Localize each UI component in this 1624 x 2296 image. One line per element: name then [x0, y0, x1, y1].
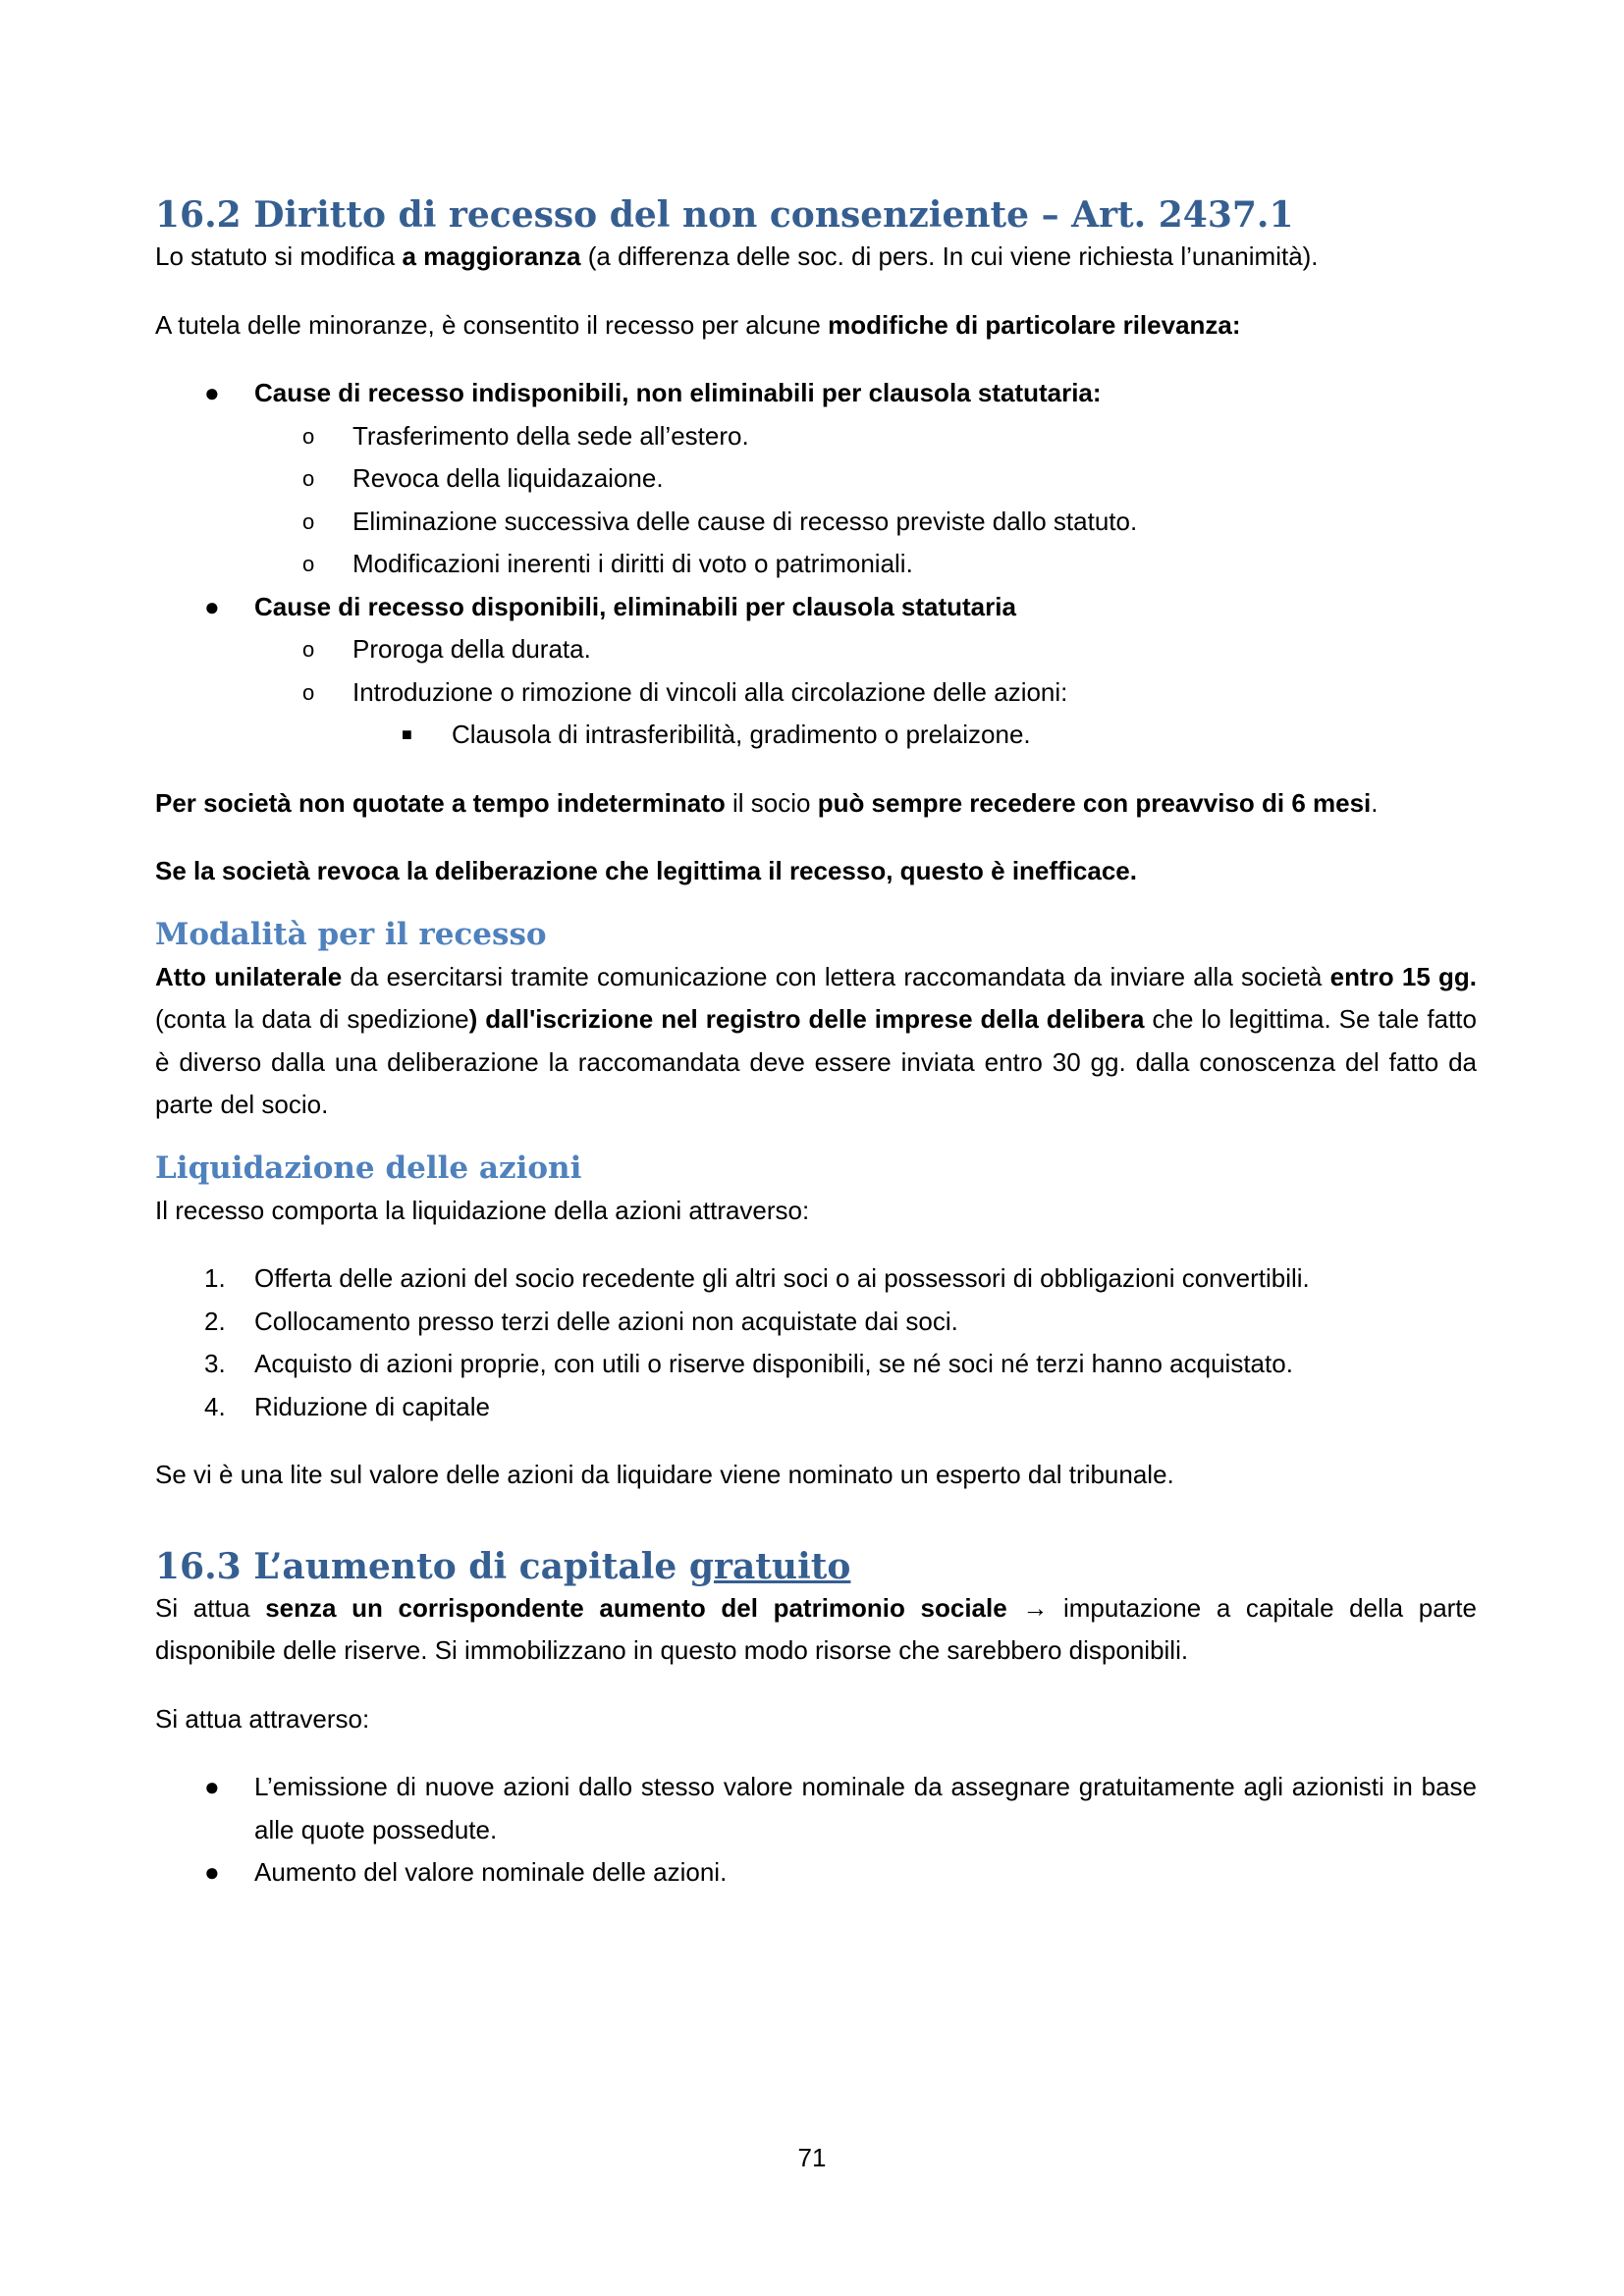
text-run: Si attua — [155, 1592, 266, 1623]
sublist-item — [155, 457, 1477, 501]
sublist-item — [155, 671, 1477, 715]
item-number: 3. — [204, 1349, 226, 1378]
list-item — [155, 1851, 1477, 1895]
list-item-text: Aumento del valore nominale delle azioni. — [254, 1857, 728, 1887]
sublist-item-text: Trasferimento della sede all’estero. — [352, 420, 749, 451]
page-content — [155, 192, 1477, 1895]
numbered-item — [155, 1301, 1477, 1344]
subheading-modalita: Modalità per il recesso — [155, 916, 547, 952]
sublist-item — [155, 501, 1477, 544]
list-item-label: Cause di recesso indisponibili, non eliminabili per clausola statutaria: — [254, 378, 1102, 407]
sublist-item-text: Introduzione o rimozione di vincoli alla circolazione delle azioni: — [352, 676, 1068, 707]
sublist-item-text: Eliminazione successiva delle cause di recesso previste dallo statuto. — [352, 506, 1138, 536]
bold-run: può sempre recedere con preavviso di 6 mesi — [817, 787, 1372, 818]
paragraph-attraverso: Si attua attraverso: — [155, 1703, 370, 1734]
page-number: 71 — [797, 2143, 827, 2172]
heading-run: 16.3 L’aumento di capitale — [155, 1545, 689, 1587]
text-run: A tutela delle minoranze, è consentito il recesso per alcune — [155, 309, 829, 340]
numbered-item — [155, 1386, 1477, 1429]
bold-run: Atto unilaterale — [155, 961, 343, 991]
circle-bullet-icon: o — [302, 466, 315, 491]
bullet-list-aumento — [155, 1766, 1477, 1895]
text-run: il socio — [725, 787, 818, 818]
bold-run: a maggioranza — [402, 241, 581, 271]
section-heading-16-2: 16.2 Diritto di recesso del non consenziente – Art. 2437.1 — [155, 194, 1294, 236]
item-number: 1. — [204, 1263, 226, 1293]
numbered-item-text: Offerta delle azioni del socio recedente gli altri soci o ai possessori di obbligazioni convertibili. — [254, 1263, 1310, 1293]
list-item — [155, 586, 1477, 629]
subheading-liquidazione: Liquidazione delle azioni — [155, 1149, 582, 1186]
sublist-item-text: Proroga della durata. — [352, 634, 591, 664]
section-heading-16-3 — [155, 1544, 1477, 1589]
bullet-icon: ● — [204, 591, 220, 621]
numbered-list-liquidazione — [155, 1257, 1477, 1428]
numbered-item-text: Riduzione di capitale — [254, 1391, 490, 1421]
paragraph-revoca — [155, 850, 1477, 893]
text-run: Lo statuto si modifica — [155, 241, 403, 271]
bold-run: modifiche di particolare rilevanza: — [828, 309, 1241, 340]
circle-bullet-icon: o — [302, 423, 315, 449]
paragraph-preavviso — [155, 782, 1477, 826]
paragraph-statuto — [155, 236, 1477, 279]
bold-run: entro 15 gg. — [1329, 961, 1477, 991]
item-number: 4. — [204, 1391, 226, 1421]
paragraph-liquidazione-intro: Il recesso comporta la liquidazione della azioni attraverso: — [155, 1195, 810, 1225]
text-run: (conta la data di spedizione — [155, 1004, 469, 1034]
list-item — [155, 1766, 1477, 1851]
list-item-text: L’emissione di nuove azioni dallo stesso valore nominale da assegnare gratuitamente agli azionisti in base alle quote possedute. — [254, 1772, 1477, 1844]
bullet-icon: ● — [204, 1857, 220, 1887]
heading-underlined-run: gratuito — [688, 1545, 851, 1587]
list-item-label: Cause di recesso disponibili, eliminabili per clausola statutaria — [254, 591, 1016, 621]
text-run: (a differenza delle soc. di pers. In cui viene richiesta l’unanimità). — [580, 241, 1319, 271]
numbered-item — [155, 1257, 1477, 1301]
text-run: da esercitarsi tramite comunicazione con lettera raccomandata da inviare alla società — [342, 961, 1330, 991]
paragraph-modalita — [155, 956, 1477, 1127]
text-run: → imputazione a capitale della parte disponibile delle riserve. Si immobilizzano in questo modo risorse che sarebbero disponibili. — [155, 1592, 1477, 1665]
bullet-icon: ● — [204, 1772, 220, 1801]
circle-bullet-icon: o — [302, 637, 315, 662]
paragraph-tutela — [155, 304, 1477, 347]
numbered-item-text: Acquisto di azioni proprie, con utili o riserve disponibili, se né soci né terzi hanno acquistato. — [254, 1349, 1293, 1378]
circle-bullet-icon: o — [302, 508, 315, 534]
bold-run: senza un corrispondente aumento del patrimonio sociale — [265, 1592, 1007, 1623]
item-number: 2. — [204, 1306, 226, 1336]
subsublist-item — [155, 714, 1477, 757]
sublist-item — [155, 543, 1477, 586]
numbered-item — [155, 1343, 1477, 1386]
circle-bullet-icon: o — [302, 552, 315, 576]
text-run: . — [1371, 787, 1379, 818]
circle-bullet-icon: o — [302, 679, 315, 705]
bullet-icon: ● — [204, 378, 220, 407]
sublist-item — [155, 628, 1477, 671]
text-run: che lo legittima. Se tale fatto è diverso dalla una deliberazione la raccomandata deve essere inviata entro 30 gg. dalla conoscenza del fatto da parte del socio. — [155, 1004, 1477, 1119]
bullet-list-cause — [155, 372, 1477, 757]
bold-run: Per società non quotate a tempo indeterminato — [155, 787, 726, 818]
bold-run: ) dall'iscrizione nel registro delle imprese della delibera — [468, 1004, 1145, 1034]
sublist-item-text: Revoca della liquidazaione. — [352, 463, 664, 493]
square-bullet-icon: ■ — [402, 724, 412, 744]
numbered-item-text: Collocamento presso terzi delle azioni non acquistate dai soci. — [254, 1306, 958, 1336]
list-item — [155, 372, 1477, 415]
paragraph-lite: Se vi è una lite sul valore delle azioni da liquidare viene nominato un esperto dal tribunale. — [155, 1460, 1174, 1489]
paragraph-aumento — [155, 1587, 1477, 1673]
bold-run: Se la società revoca la deliberazione che legittima il recesso, questo è inefficace. — [155, 856, 1137, 885]
sublist-item — [155, 415, 1477, 458]
subsublist-item-text: Clausola di intrasferibilità, gradimento o prelaizone. — [452, 720, 1031, 749]
sublist-item-text: Modificazioni inerenti i diritti di voto o patrimoniali. — [352, 549, 913, 578]
